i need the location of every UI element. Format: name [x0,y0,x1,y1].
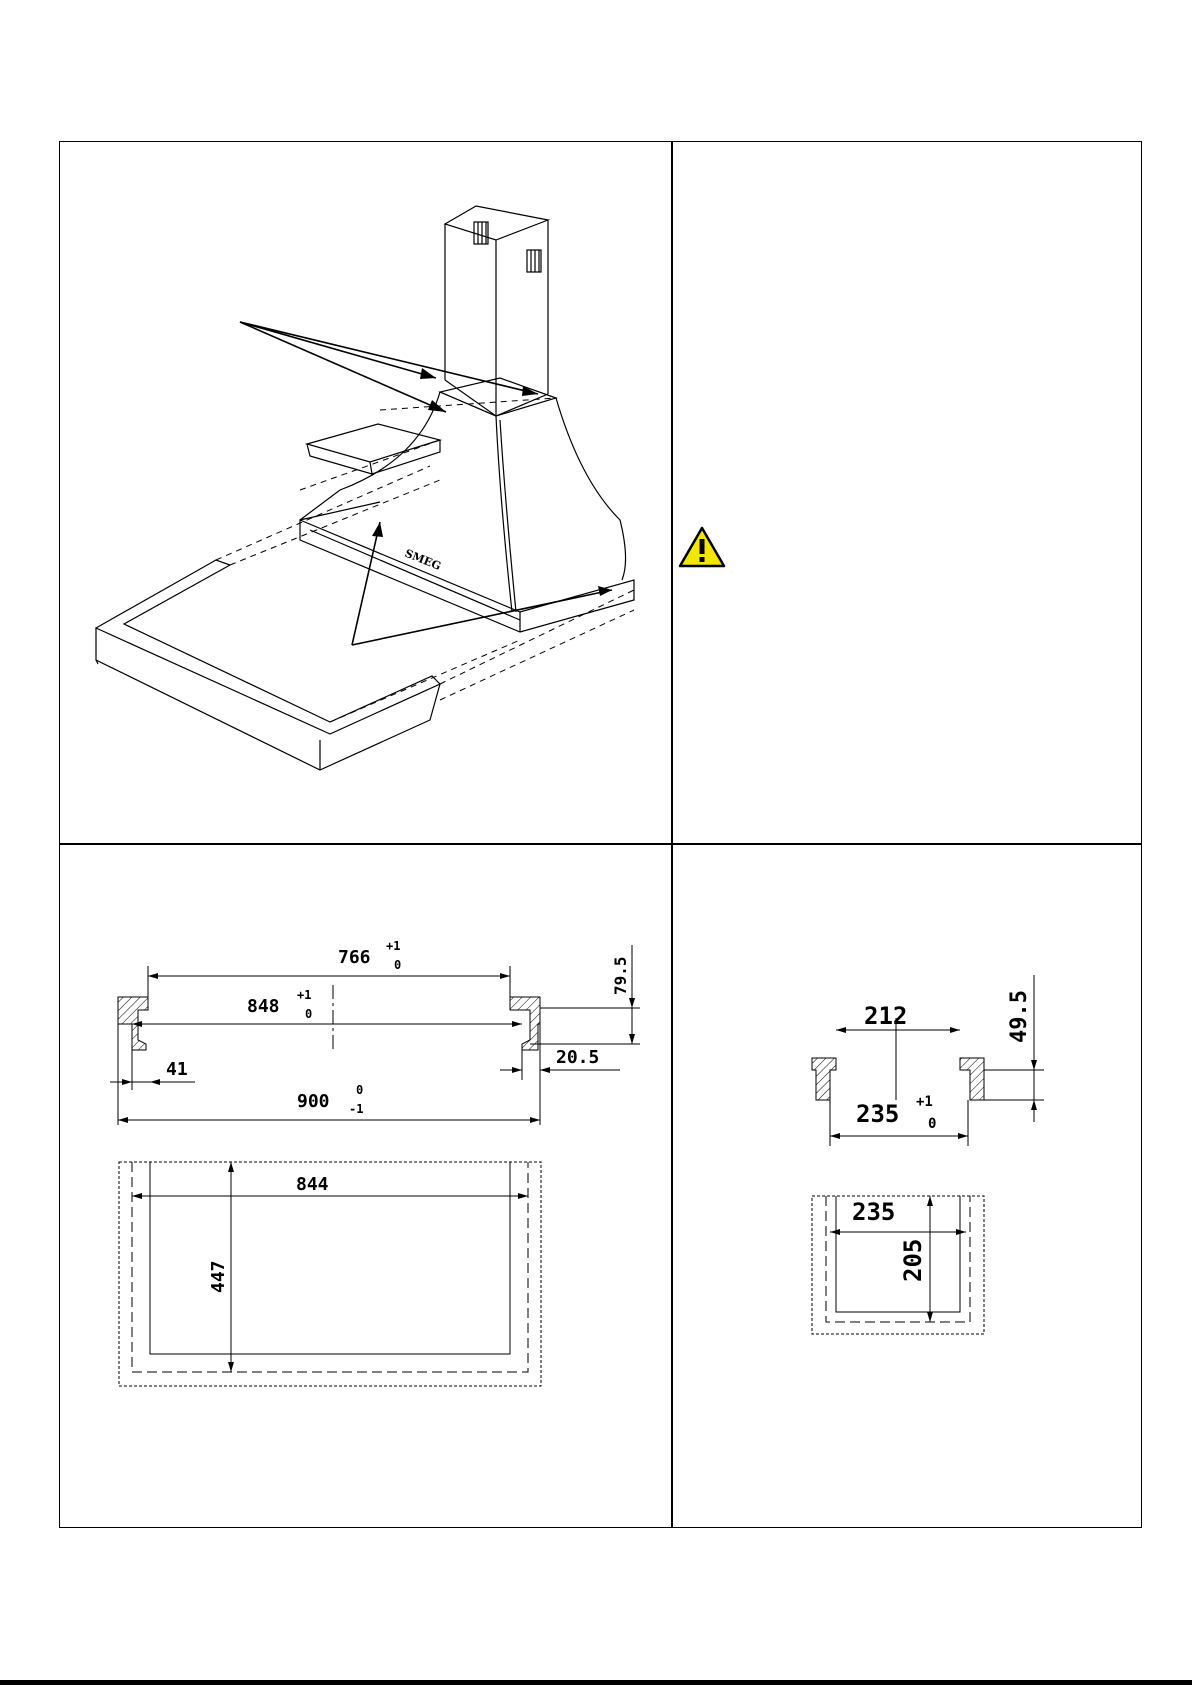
dim-235-tol-upper: +1 [916,1094,933,1110]
dim-205: 205 [899,1238,927,1282]
dim-900-tol-lower: -1 [349,1102,364,1116]
dim-41: 41 [166,1059,188,1080]
dim-766-tol-upper: +1 [386,939,401,953]
page-edge-strip [0,1680,1192,1685]
profile-small-right [960,1058,984,1100]
dim-848: 848 [247,996,280,1017]
dim-235-tol-lower: 0 [928,1116,937,1132]
dim-848-tol-upper: +1 [297,988,312,1002]
dim-900: 900 [297,1091,330,1112]
dim-235-bottom: 235 [852,1198,896,1226]
dim-49-5: 49.5 [1007,990,1032,1043]
brand-mark: SMEG [402,546,443,573]
dim-212: 212 [864,1002,908,1030]
dim-766: 766 [338,947,371,968]
profile-small-left [812,1058,836,1100]
small-plan-outline [812,1196,984,1334]
dim-235-top: 235 [856,1100,900,1128]
dim-766-tol-lower: 0 [394,958,402,972]
dim-79-5: 79.5 [611,956,630,995]
dim-848-tol-lower: 0 [305,1007,313,1021]
dim-447: 447 [208,1260,229,1293]
dim-900-tol-upper: 0 [356,1083,364,1097]
dim-20-5: 20.5 [556,1047,600,1068]
dim-844: 844 [296,1174,329,1195]
